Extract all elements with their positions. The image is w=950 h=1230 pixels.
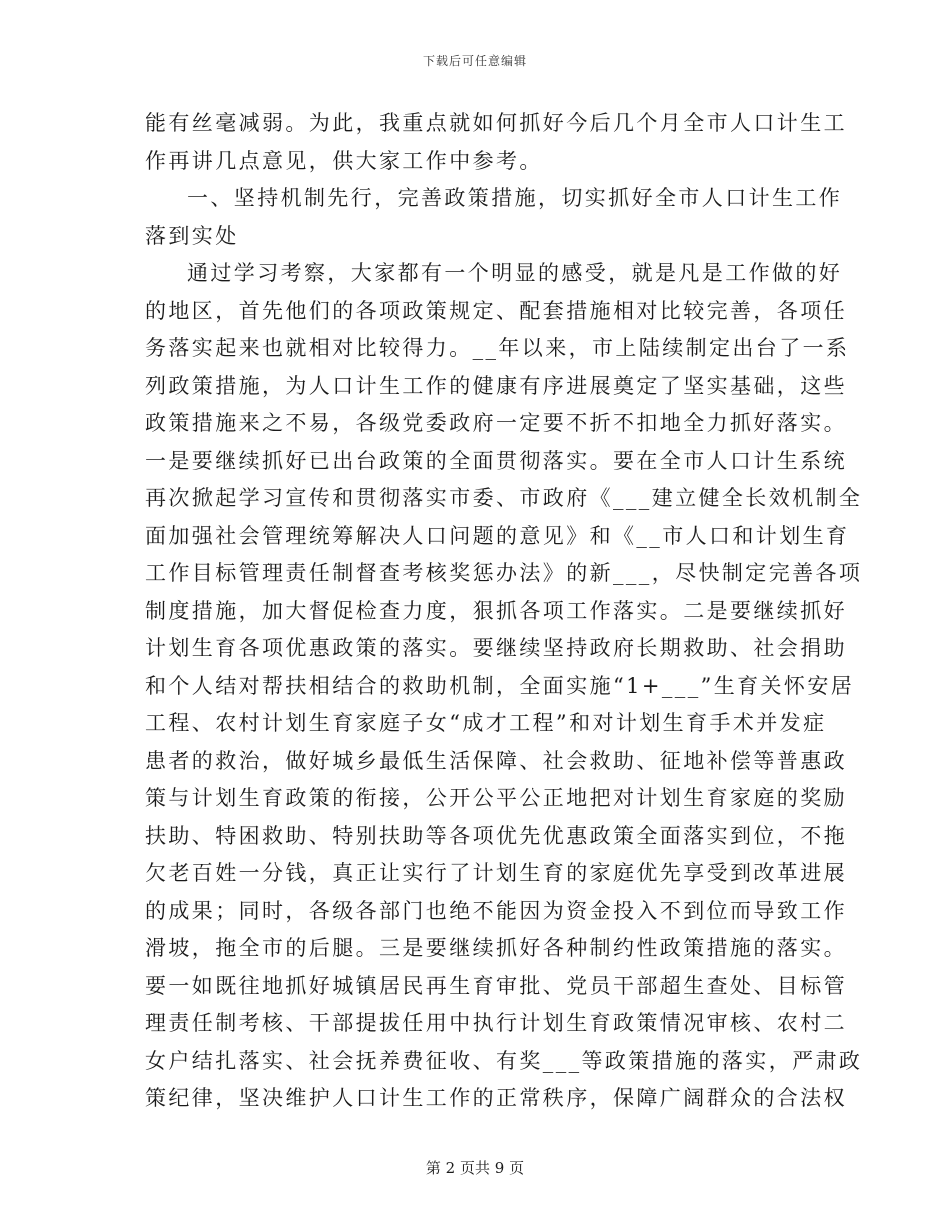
text-line: 策纪律，坚决维护人口计生工作的正常秩序，保障广阔群众的合法权 [145, 1086, 847, 1110]
document-body [145, 105, 863, 1118]
text-line: 再次掀起学习宣传和贯彻落实市委、市政府《___建立健全长效机制全 [145, 486, 863, 510]
text-line: 工作目标管理责任制督查考核奖惩办法》的新___，尽快制定完善各项 [145, 561, 863, 585]
text-line: 欠老百姓一分钱，真正让实行了计划生育的家庭优先享受到改革进展 [145, 861, 847, 885]
text-line: 一是要继续抓好已出台政策的全面贯彻落实。要在全市人口计生系统 [145, 448, 847, 473]
text-line: 和个人结对帮扶相结合的救助机制，全面实施“1+___”生育关怀安居 [145, 673, 855, 698]
text-line: 扶助、特困救助、特别扶助等各项优先优惠政策全面落实到位，不拖 [145, 823, 847, 848]
text-line: 计划生育各项优惠政策的落实。要继续坚持政府长期救助、社会捐助 [145, 636, 847, 660]
text-line: 列政策措施，为人口计生工作的健康有序进展奠定了坚实基础，这些 [145, 373, 847, 398]
text-line: 的成果；同时，各级各部门也绝不能因为资金投入不到位而导致工作 [145, 898, 847, 923]
text-line: 能有丝毫减弱。为此，我重点就如何抓好今后几个月全市人口计生工 [145, 111, 847, 135]
page-number: 第 2 页共 9 页 [425, 1159, 525, 1177]
text-line: 政策措施来之不易，各级党委政府一定要不折不扣地全力抓好落实。 [145, 411, 847, 435]
section-heading-line: 一、坚持机制先行，完善政策措施，切实抓好全市人口计生工作 [187, 186, 843, 210]
text-line: 理责任制考核、干部提拔任用中执行计划生育政策情况审核、农村二 [145, 1011, 847, 1035]
text-line: 策与计划生育政策的衔接，公开公平公正地把对计划生育家庭的奖励 [145, 786, 847, 810]
text-line: 通过学习考察，大家都有一个明显的感受，就是凡是工作做的好 [187, 261, 843, 285]
section-heading-line: 落到实处 [145, 223, 239, 248]
text-line: 面加强社会管理统筹解决人口问题的意见》和《__市人口和计划生育 [145, 523, 850, 548]
page-header-note: 下载后可任意编辑 [422, 54, 527, 68]
text-line: 制度措施，加大督促检查力度，狠抓各项工作落实。二是要继续抓好 [145, 598, 847, 623]
text-line: 滑坡，拖全市的后腿。三是要继续抓好各种制约性政策措施的落实。 [145, 936, 847, 960]
text-line: 作再讲几点意见，供大家工作中参考。 [145, 148, 543, 173]
text-line: 要一如既往地抓好城镇居民再生育审批、党员干部超生查处、目标管 [145, 973, 847, 998]
text-line: 务落实起来也就相对比较得力。__年以来，市上陆续制定出台了一系 [145, 336, 850, 360]
text-line: 的地区，首先他们的各项政策规定、配套措施相对比较完善，各项任 [145, 298, 847, 323]
text-line: 患者的救治，做好城乡最低生活保障、社会救助、征地补偿等普惠政 [145, 748, 847, 773]
text-line: 工程、农村计划生育家庭子女“成才工程”和对计划生育手术并发症 [145, 711, 827, 735]
text-line: 女户结扎落实、社会抚养费征收、有奖___等政策措施的落实，严肃政 [145, 1048, 863, 1073]
